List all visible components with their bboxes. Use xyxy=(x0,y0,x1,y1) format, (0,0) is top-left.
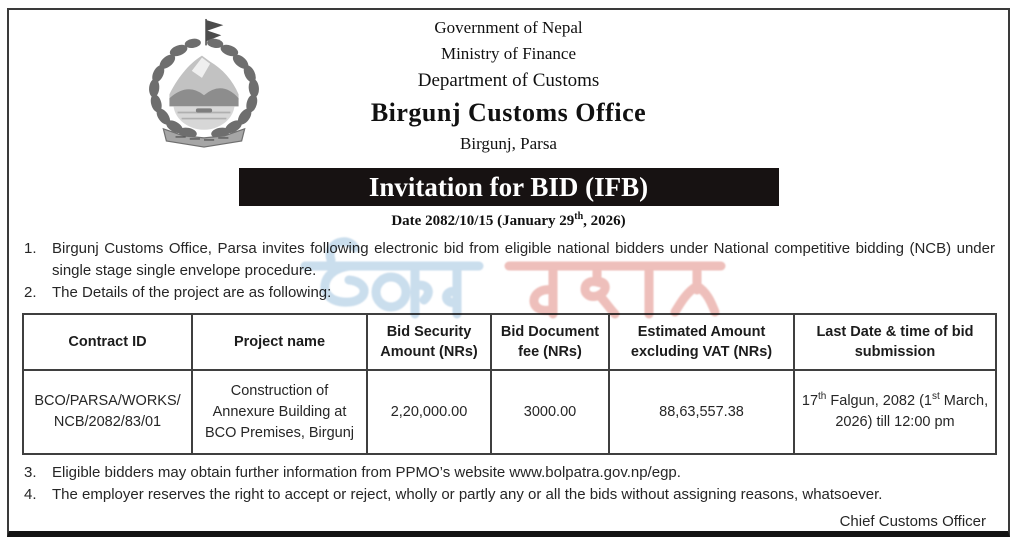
notice-list-top xyxy=(21,238,995,304)
ministry-title: Ministry of Finance xyxy=(440,44,577,63)
item-number: 2. xyxy=(24,284,37,301)
table-data-row xyxy=(23,370,996,454)
last-date-superscript: th xyxy=(818,391,827,403)
item-text: The Details of the project are as following: xyxy=(52,284,332,301)
ifb-banner: Invitation for BID (IFB) xyxy=(239,168,779,206)
cell-estimated-amount: 88,63,557.38 xyxy=(609,370,794,454)
date-superscript: th xyxy=(574,211,584,222)
notice-page xyxy=(7,8,1010,537)
cell-contract-id xyxy=(23,370,192,454)
item-number: 1. xyxy=(24,240,37,257)
letterhead xyxy=(9,10,1008,157)
col-header-bid-security: Bid Security Amount (NRs) xyxy=(367,314,491,370)
office-name: Birgunj Customs Office xyxy=(370,98,647,127)
cell-project-name: Construction of Annexure Building at BCO Premises, Birgunj xyxy=(192,370,367,454)
bid-details-table xyxy=(22,313,997,455)
last-date-text: March, 2026) till 12:00 pm xyxy=(835,393,989,430)
item-text: The employer reserves the right to accept or reject, wholly or partly any or all the bids without assigning reasons, whatsoever. xyxy=(52,486,883,503)
col-header-project-name: Project name xyxy=(192,314,367,370)
last-date-superscript: st xyxy=(931,391,940,403)
table-header-row xyxy=(23,314,996,370)
date-text-end: , 2026) xyxy=(583,213,626,229)
item-text: Birgunj Customs Office, Parsa invites following electronic bid from eligible national bidders under National competitive bidding (NCB) under single stage single envelope procedure. xyxy=(52,240,995,279)
country-title: Government of Nepal xyxy=(434,18,583,37)
office-location: Birgunj, Parsa xyxy=(460,134,557,153)
list-item-4 xyxy=(21,484,995,506)
item-number: 4. xyxy=(24,486,37,503)
notice-list-bottom xyxy=(21,462,995,506)
last-date-text: 17 xyxy=(801,393,819,409)
department-title: Department of Customs xyxy=(417,70,600,91)
col-header-contract-id: Contract ID xyxy=(23,314,192,370)
col-header-bid-document-fee: Bid Document fee (NRs) xyxy=(491,314,609,370)
cell-last-date xyxy=(794,370,996,454)
item-number: 3. xyxy=(24,464,37,481)
list-item-3 xyxy=(21,462,995,484)
list-item-1 xyxy=(21,238,995,282)
item-text: Eligible bidders may obtain further information from PPMO’s website www.bolpatra.gov.np/egp. xyxy=(52,464,681,481)
col-header-last-date: Last Date & time of bid submission xyxy=(794,314,996,370)
cell-bid-security: 2,20,000.00 xyxy=(367,370,491,454)
date-line xyxy=(9,213,1008,230)
list-item-2 xyxy=(21,282,995,304)
signature-line: Chief Customs Officer xyxy=(839,513,986,530)
last-date-text: Falgun, 2082 (1 xyxy=(826,393,932,409)
contract-id-line1: BCO/PARSA/WORKS/ xyxy=(34,393,181,409)
col-header-estimated-amount: Estimated Amount excluding VAT (NRs) xyxy=(609,314,794,370)
date-text: Date 2082/10/15 (January 29 xyxy=(391,213,575,229)
cell-bid-document-fee: 3000.00 xyxy=(491,370,609,454)
contract-id-line2: NCB/2082/83/01 xyxy=(53,414,162,430)
